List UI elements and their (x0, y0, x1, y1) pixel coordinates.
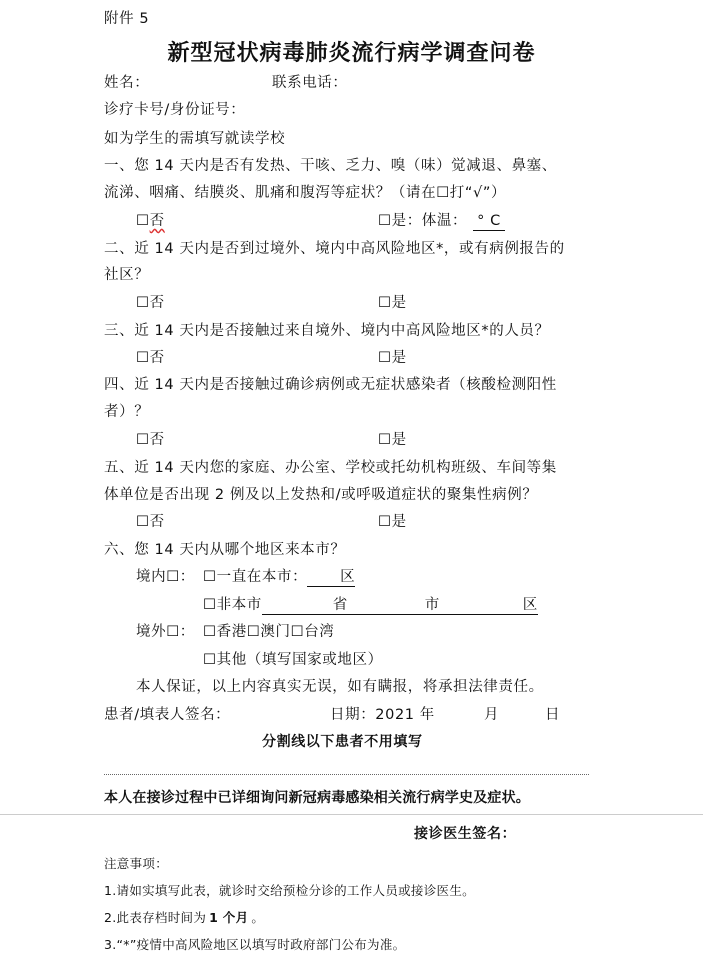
note-2-prefix: 2.此表存档时间为 (104, 910, 207, 925)
note-2 (104, 909, 264, 927)
q2-no-option[interactable]: ☐否 (136, 295, 165, 311)
q3-line1: 三、近 14 天内是否接触过来自境外、境内中高风险地区*的人员？ (104, 323, 550, 339)
doctor-statement: 本人在接诊过程中已详细询问新冠病毒感染相关流行病学史及症状。 (104, 790, 530, 806)
q3-yes-option[interactable]: ☐是 (378, 350, 407, 366)
q5-line2: 体单位是否出现 2 例及以上发热和/或呼吸道症状的聚集性病例？ (104, 487, 538, 503)
q6-non-local-label: ☐非本市 (203, 597, 262, 613)
q6-non-local-option[interactable] (203, 596, 538, 615)
q1-line1: 一、您 14 天内是否有发热、干咳、乏力、嗅（味）觉减退、鼻塞、 (104, 158, 557, 174)
q2-line1: 二、近 14 天内是否到过境外、境内中高风险地区*，或有病例报告的 (104, 241, 565, 257)
name-field-label: 姓名： (104, 75, 150, 91)
q6-abroad-label[interactable]: 境外☐： (136, 624, 195, 640)
q5-yes-option[interactable]: ☐是 (378, 514, 407, 530)
q6-line1: 六、您 14 天内从哪个地区来本市？ (104, 542, 346, 558)
q6-always-local-option[interactable] (203, 568, 355, 587)
month-label: 月 (484, 707, 500, 723)
q6-district2-field[interactable]: 区 (440, 596, 538, 615)
q4-no-option[interactable]: ☐否 (136, 432, 165, 448)
divider-note: 分割线以下患者不用填写 (262, 734, 423, 750)
pledge-text: 本人保证，以上内容真实无误，如有瞒报，将承担法律责任。 (136, 679, 544, 695)
q6-always-local-label: ☐一直在本市： (203, 569, 308, 585)
q2-line2: 社区？ (104, 267, 150, 283)
q1-line2: 流涕、咽痛、结膜炎、肌痛和腹泻等症状？（请在☐打“√”） (104, 185, 507, 201)
attachment-label: 附件 5 (104, 11, 150, 27)
q1-no-text: 否 (149, 213, 165, 229)
q4-line2: 者）？ (104, 404, 150, 420)
q4-yes-option[interactable]: ☐是 (378, 432, 407, 448)
q1-temperature-field[interactable]: ° C (473, 212, 505, 231)
phone-field-label: 联系电话： (272, 75, 348, 91)
doctor-signature-label: 接诊医生签名： (414, 826, 517, 842)
section-divider (0, 814, 703, 815)
q1-yes-option[interactable] (378, 212, 505, 231)
q1-no-option[interactable] (136, 212, 165, 230)
q1-no-checkbox[interactable]: ☐ (136, 213, 150, 229)
signature-label: 患者/填表人签名： (104, 707, 231, 723)
q6-city-field[interactable]: 市 (348, 596, 440, 615)
note-1: 1.请如实填写此表，就诊时交给预检分诊的工作人员或接诊医生。 (104, 883, 475, 898)
id-field-label: 诊疗卡号/身份证号： (104, 102, 246, 118)
note-2-duration: 1 个月 (209, 910, 249, 925)
q6-district-field[interactable]: 区 (307, 568, 355, 587)
date-label: 日期：2021 年 (330, 707, 435, 723)
q5-line1: 五、近 14 天内您的家庭、办公室、学校或托幼机构班级、车间等集 (104, 460, 557, 476)
q3-no-option[interactable]: ☐否 (136, 350, 165, 366)
q6-province-field[interactable]: 省 (262, 596, 348, 615)
note-3: 3.“*”疫情中高风险地区以填写时政府部门公布为准。 (104, 937, 406, 952)
notes-title: 注意事项： (104, 856, 169, 871)
q6-hk-mo-tw-options[interactable]: ☐香港☐澳门☐台湾 (203, 624, 335, 640)
q6-other-option[interactable]: ☐其他（填写国家或地区） (203, 652, 383, 668)
note-2-suffix: 。 (251, 910, 265, 925)
page-title: 新型冠状病毒肺炎流行病学调查问卷 (167, 40, 536, 66)
school-field-label: 如为学生的需填写就读学校 (104, 131, 286, 147)
day-label: 日 (545, 707, 561, 723)
q1-yes-label: ☐是：体温： (378, 213, 468, 229)
q2-yes-option[interactable]: ☐是 (378, 295, 407, 311)
q6-domestic-label[interactable]: 境内☐： (136, 569, 195, 585)
q5-no-option[interactable]: ☐否 (136, 514, 165, 530)
dotted-divider (104, 774, 589, 775)
q4-line1: 四、近 14 天内是否接触过确诊病例或无症状感染者（核酸检测阳性 (104, 377, 557, 393)
